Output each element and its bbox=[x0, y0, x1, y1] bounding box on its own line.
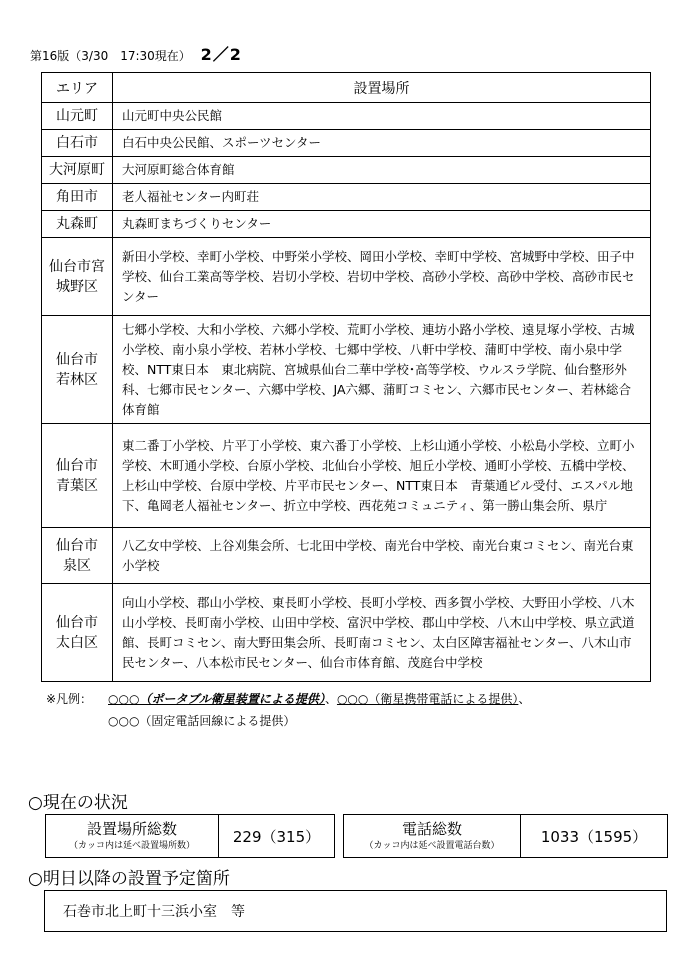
total-locations-label: 設置場所総数 bbox=[86, 820, 177, 838]
places-cell: 七郷小学校、大和小学校、六郷小学校、荒町小学校、連坊小路小学校、遠見塚小学校、古城小学校、南小泉小学校、若林小学校、七郷中学校、八軒中学校、蒲町中学校、南小泉中学校、NTT東日本 東北病院、宮城県仙台二華中学校･高等学校、ウルスラ学院、仙台整形外科、七郷市民センター、六郷中学校、JA六郷、蒲町コミセン、六郷市民センター、若林総合体育館 bbox=[113, 316, 651, 424]
table-row bbox=[42, 157, 651, 184]
area-name: 仙台市若林区 bbox=[56, 351, 98, 388]
legend-prefix: ※凡例： bbox=[46, 692, 93, 706]
legend bbox=[46, 688, 530, 732]
area-cell bbox=[42, 238, 113, 316]
table-row bbox=[42, 130, 651, 157]
table-row bbox=[42, 103, 651, 130]
page-number: 2／2 bbox=[200, 45, 242, 64]
table-header-row bbox=[42, 73, 651, 103]
legend-portable-satellite: ○○○（ポータブル衛星装置による提供） bbox=[108, 692, 325, 706]
area-cell: 山元町 bbox=[42, 103, 113, 130]
legend-fixed-line: ○○○（固定電話回線による提供） bbox=[108, 714, 296, 728]
area-name: 仙台市青葉区 bbox=[56, 457, 98, 494]
table-row bbox=[42, 211, 651, 238]
col-header-places: 設置場所 bbox=[113, 73, 651, 103]
places-cell: 山元町中央公民館 bbox=[113, 103, 651, 130]
area-name: 仙台市泉区 bbox=[56, 537, 98, 574]
area-cell bbox=[42, 424, 113, 528]
total-locations-box bbox=[45, 814, 335, 858]
places-cell: 大河原町総合体育館 bbox=[113, 157, 651, 184]
table-row bbox=[42, 316, 651, 424]
planned-locations-text: 石巻市北上町十三浜小室 等 bbox=[63, 904, 245, 920]
total-locations-value: 229（315） bbox=[232, 827, 321, 846]
total-locations-note: （カッコ内は延べ設置場所数） bbox=[69, 841, 195, 851]
total-phones-note: （カッコ内は延べ設置電話台数） bbox=[364, 841, 500, 851]
legend-line-2 bbox=[46, 710, 530, 732]
table-row bbox=[42, 184, 651, 211]
planned-locations-box bbox=[44, 890, 667, 932]
table-row bbox=[42, 528, 651, 584]
area-name: 仙台市太白区 bbox=[56, 614, 98, 651]
col-header-area: エリア bbox=[42, 73, 113, 103]
total-phones-value: 1033（1595） bbox=[540, 827, 648, 846]
area-cell: 丸森町 bbox=[42, 211, 113, 238]
places-cell: 向山小学校、郡山小学校、東長町小学校、長町小学校、西多賀小学校、大野田小学校、八木山小学校、長町南小学校、山田中学校、富沢中学校、郡山中学校、八木山中学校、県立武道館、長町コミセン、南大野田集会所、長町南コミセン、太白区障害福祉センター、八木山市民センター、八本松市民センター、仙台市体育館、茂庭台中学校 bbox=[113, 584, 651, 682]
places-cell: 八乙女中学校、上谷刈集会所、七北田中学校、南光台中学校、南光台東コミセン、南光台東小学校 bbox=[113, 528, 651, 584]
area-cell bbox=[42, 316, 113, 424]
table-row bbox=[42, 584, 651, 682]
area-cell bbox=[42, 528, 113, 584]
area-cell: 角田市 bbox=[42, 184, 113, 211]
total-phones-label-cell bbox=[344, 815, 521, 857]
version-label: 第16版（3/30 17:30現在） bbox=[30, 49, 191, 63]
legend-satellite-phone: ○○○（衛星携帯電話による提供） bbox=[336, 692, 519, 706]
legend-line-1 bbox=[46, 688, 530, 710]
legend-separator: 、 bbox=[518, 692, 531, 706]
plan-section-title: ○明日以降の設置予定箇所 bbox=[28, 869, 230, 889]
places-cell: 新田小学校、幸町小学校、中野栄小学校、岡田小学校、幸町中学校、宮城野中学校、田子中学校、仙台工業高等学校、岩切小学校、岩切中学校、高砂小学校、高砂中学校、高砂市民センター bbox=[113, 238, 651, 316]
table-row bbox=[42, 424, 651, 528]
places-cell: 東二番丁小学校、片平丁小学校、東六番丁小学校、上杉山通小学校、小松島小学校、立町小学校、木町通小学校、台原小学校、北仙台小学校、旭丘小学校、通町小学校、五橋中学校、上杉山中学校、台原中学校、片平市民センター、NTT東日本 青葉通ビル受付、エスパル地下、亀岡老人福祉センター、折立中学校、西花苑コミュニティ、第一勝山集会所、県庁 bbox=[113, 424, 651, 528]
area-cell bbox=[42, 584, 113, 682]
total-phones-box bbox=[343, 814, 668, 858]
status-section-title: ○現在の状況 bbox=[28, 793, 128, 813]
total-phones-label: 電話総数 bbox=[401, 820, 462, 838]
places-cell: 丸森町まちづくりセンター bbox=[113, 211, 651, 238]
places-cell: 老人福祉センター内町荘 bbox=[113, 184, 651, 211]
legend-separator: 、 bbox=[324, 692, 337, 706]
area-name: 仙台市宮城野区 bbox=[49, 258, 105, 295]
installation-table bbox=[41, 72, 651, 682]
area-cell: 白石市 bbox=[42, 130, 113, 157]
page-header bbox=[30, 42, 242, 65]
places-cell: 白石中央公民館、スポーツセンター bbox=[113, 130, 651, 157]
area-cell: 大河原町 bbox=[42, 157, 113, 184]
total-locations-label-cell bbox=[46, 815, 219, 857]
table-row bbox=[42, 238, 651, 316]
